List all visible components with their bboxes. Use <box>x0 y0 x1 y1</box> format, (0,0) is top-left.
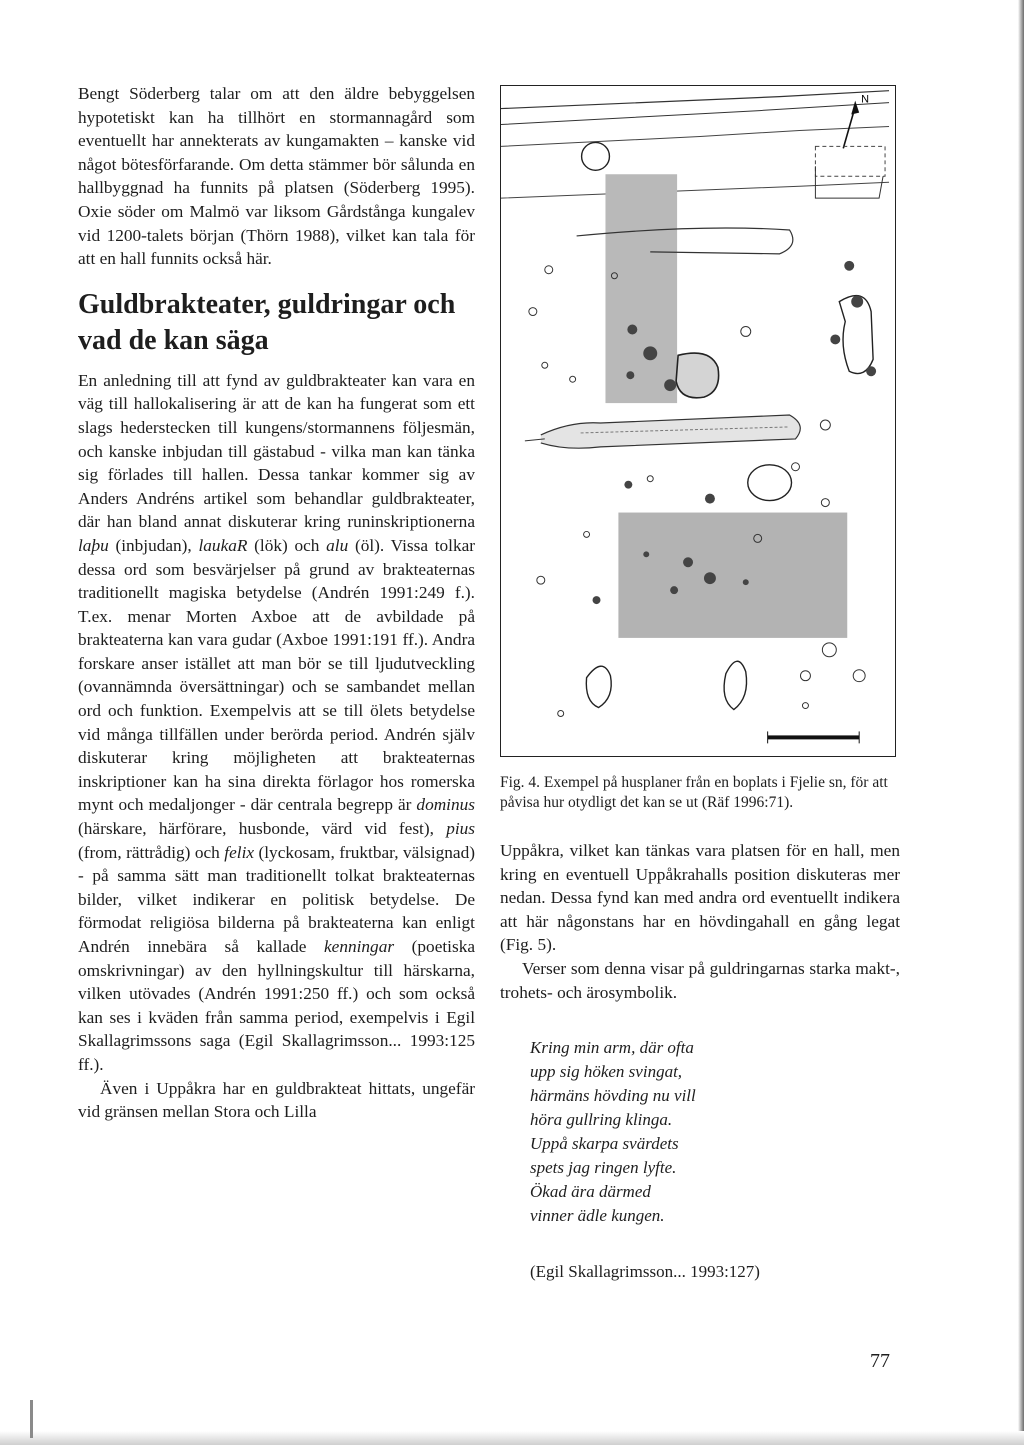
body-paragraph-verser: Verser som denna visar på guldringarnas starka makt-, trohets- och ärosymbolik. <box>500 958 900 1002</box>
poem-line: härmäns hövding nu vill <box>530 1086 696 1106</box>
scan-edge-right <box>1018 0 1024 1445</box>
poem-line: upp sig höken svingat, <box>530 1062 683 1082</box>
poem-line: vinner ädle kungen. <box>530 1206 665 1226</box>
body-paragraph-brakteater: En anledning till att fynd av guldbrakteater kan vara en väg till hallokalisering är att de kan ha fungerat som ett slags hederstecken till kungens/stormannens följesmän, och kanske inbjudan till gästabud - vilka man kan tänka sig förlades till hallen. Dessa tankar kommer sig av Anders Andréns artikel som behandlar guldbrakteater, där han bland annat diskuterar kring runinskriptionerna laþu (inbjudan), laukaR (lök) och alu (öl). Vissa tolkar dessa ord som besvärjelser på grund av brakteaternas traditionellt magiska betydelse (Andrén 1991:249 f.). T.ex. menar Morten Axboe att de avbildade på brakteaterna kan vara gudar (Axboe 1991:191 ff.). Andra forskare anser istället att man bör se till ljudutveckling (ovannämnda översättningar) och se sambandet mellan ord och funktion. Exempelvis att se till ölets betydelse vid många tillfällen under berörda period. Andrén själv diskuterar kring möjligheten att brakteaternas inskriptioner kan ha sina direkta förlagor hos romerska mynt och medaljonger - där centrala begrepp är dominus (härskare, härförare, husbonde, värd vid fest), pius (from, rättrådig) och felix (lyckosam, fruktbar, välsignad) - på samma sätt man traditionellt tolkat brakteaternas bilder, vilket indikerar en politisk betydelse. De förmodat religiösa bilderna på brakteaterna kan enligt Andrén innebära så kallade kenningar (poetiska omskrivningar) av den hyllningskultur till härskarna, vilken utövades (Andrén 1991:250 ff.) och som också kan ses i kväden från samma period, exempelvis i Egil Skallagrimssons saga (Egil Skallagrimsson... 1993:125 ff.). <box>78 370 476 1074</box>
poem-line: Ökad ära därmed <box>530 1182 651 1202</box>
intro-paragraph: Bengt Söderberg talar om att den äldre bebyggelsen hypotetiskt kan ha tillhört en stormannagård som eventuellt har annekterats av kungamakten – kanske vid något bötesförfarande. Om detta stämmer bör sålunda en hallbyggnad ha funnits på platsen (Söderberg 1995). Oxie söder om Malmö var liksom Gårdstånga kungalev vid 1200-talets början (Thörn 1988), vilket kan tala för att en hall funnits också här. <box>78 84 475 269</box>
body-paragraph-uppakra: Även i Uppåkra har en guldbrakteat hittats, ungefär vid gränsen mellan Stora och Lilla <box>78 1078 475 1122</box>
page-number: 77 <box>870 1350 890 1372</box>
right-text-block <box>500 839 900 1004</box>
poem-line: Uppå skarpa svärdets <box>530 1134 679 1154</box>
poem-line: spets jag ringen lyfte. <box>530 1158 677 1178</box>
site-plan-drawing <box>501 86 895 756</box>
poem-line: Kring min arm, där ofta <box>530 1038 694 1058</box>
left-column <box>78 82 475 1124</box>
section-heading: Guldbrakteater, guldringar och vad de kan säga <box>78 288 456 356</box>
scan-mark <box>30 1400 33 1438</box>
scan-edge-bottom <box>0 1431 1024 1445</box>
poem-stanza <box>530 1036 900 1228</box>
north-arrow-icon <box>843 94 869 149</box>
right-column <box>500 85 900 1284</box>
body-paragraph-uppakra-hall: Uppåkra, vilket kan tänkas vara platsen för en hall, men kring en eventuell Uppåkrahalls position diskuteras mer nedan. Dessa fynd kan med andra ord eventuellt indikera att här någonstans har en hövdingahall en gång legat (Fig. 5). <box>500 841 900 955</box>
poem-citation: (Egil Skallagrimsson... 1993:127) <box>530 1262 760 1282</box>
poem-line: höra gullring klinga. <box>530 1110 673 1130</box>
north-label: N <box>861 93 870 106</box>
figure-caption: Fig. 4. Exempel på husplaner från en boplats i Fjelie sn, för att påvisa hur otydligt det kan se ut (Räf 1996:71). <box>500 774 888 811</box>
site-plan-figure <box>500 85 896 757</box>
